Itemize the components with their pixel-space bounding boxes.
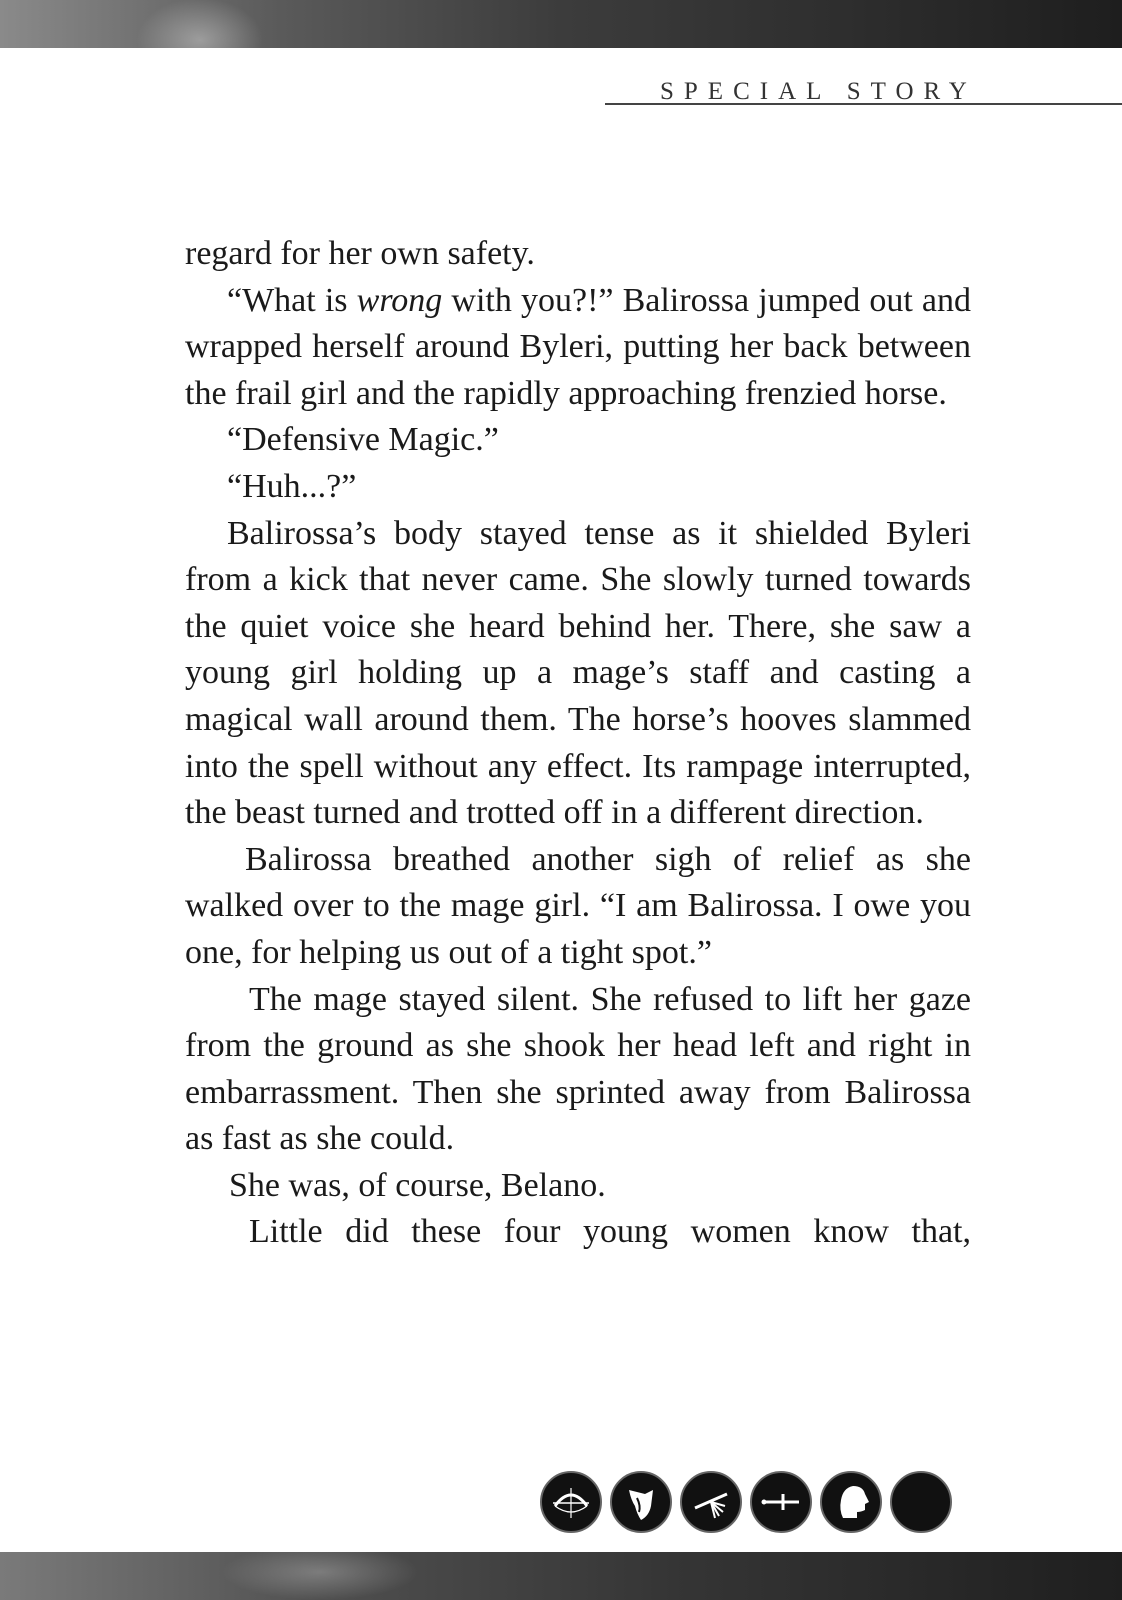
paragraph: The mage stayed silent. She refused to lift her gaze from the ground as she shook her head left and right in embarrassment. Then she sprinted away from Balirossa as fast as she could.	[185, 980, 971, 1158]
text-run: with you?!” Balirossa jumped out and wrapped herself around Byleri, putting her back between the frail girl and the rapidly approaching frenzied horse.	[185, 281, 971, 412]
footer-icon-row	[540, 1471, 952, 1533]
paragraph	[185, 278, 971, 418]
heart-shield-icon	[610, 1471, 672, 1533]
sword-icon	[750, 1471, 812, 1533]
bow-icon	[540, 1471, 602, 1533]
paragraph: She was, of course, Belano.	[229, 1166, 606, 1204]
paragraph: Little did these four young women know that,	[249, 1213, 971, 1251]
running-head-rule	[605, 103, 1122, 105]
italic-emphasis: wrong	[356, 281, 443, 319]
bottom-decorative-band	[0, 1552, 1122, 1600]
paragraph: “Huh...?”	[227, 467, 357, 505]
paragraph: Balirossa breathed another sigh of relief as she walked over to the mage girl. “I am Balirossa. I owe you one, for helping us out of a tight spot.”	[185, 840, 971, 971]
paragraph: “Defensive Magic.”	[227, 421, 499, 459]
profile-silhouette-icon	[820, 1471, 882, 1533]
fan-icon	[680, 1471, 742, 1533]
running-head: SPECIAL STORY	[660, 78, 977, 105]
paragraph: regard for her own safety.	[185, 235, 535, 272]
blank-circle-icon	[890, 1471, 952, 1533]
paragraph: Balirossa’s body stayed tense as it shielded Byleri from a kick that never came. She slowly turned towards the quiet voice she heard behind her. There, she saw a young girl holding up a mage’s staff and casting a magical wall around them. The horse’s hooves slammed into the spell without any effect. Its rampage interrupted, the beast turned and trotted off in a different direction.	[185, 514, 971, 832]
top-decorative-band	[0, 0, 1122, 48]
text-run: “What is	[227, 281, 357, 319]
body-text	[185, 231, 971, 1256]
